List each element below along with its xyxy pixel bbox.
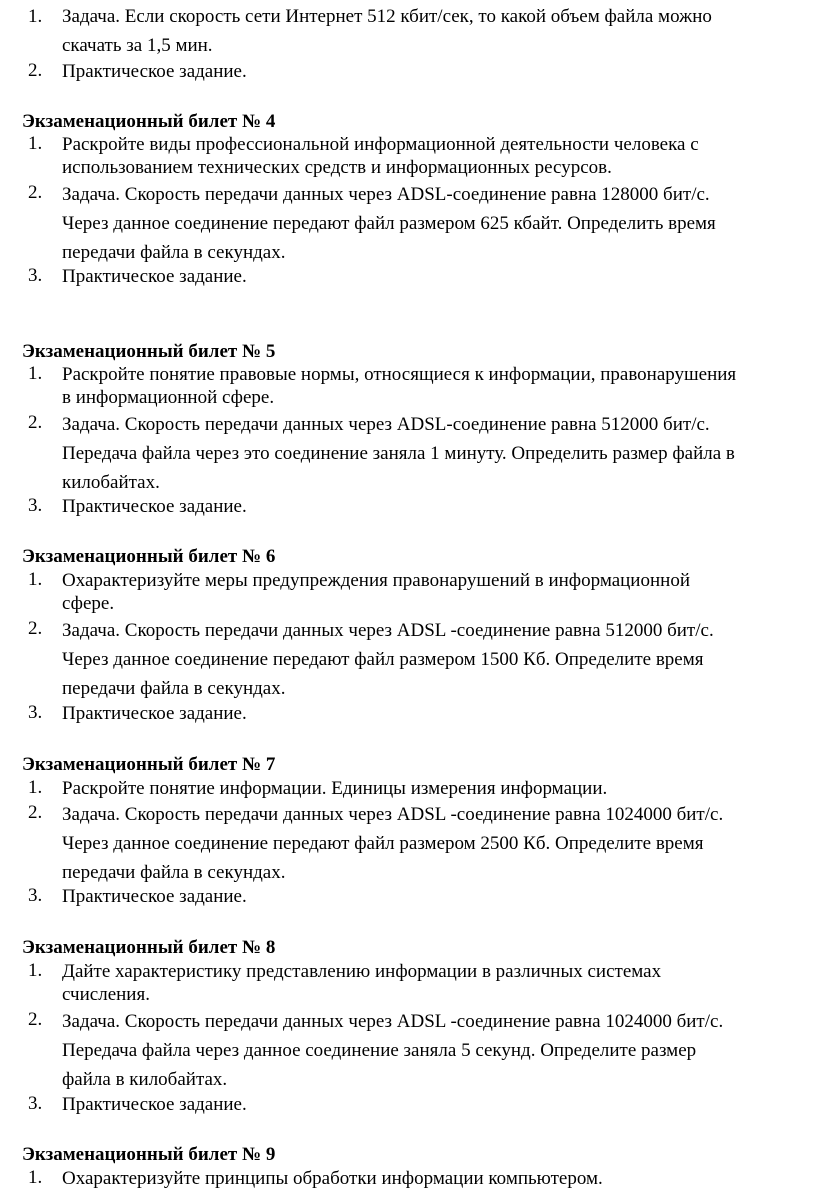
item-number: 1. bbox=[28, 569, 43, 590]
item-text: Задача. Скорость передачи данных через ADSL-соединение равна 512000 бит/с. Передача файла через это соединение заняла 1 минуту. Определить размер файла в килобайтах. bbox=[62, 414, 735, 493]
item-number: 2. bbox=[28, 1009, 43, 1030]
item-text: Задача. Скорость передачи данных через ADSL -соединение равна 1024000 бит/с. Через данное соединение передают файл размером 2500 Кб. Определите время передачи файла в секундах. bbox=[62, 804, 724, 883]
item-text: Раскройте понятие информации. Единицы измерения информации. bbox=[62, 778, 608, 799]
item-text: Задача. Скорость передачи данных через ADSL -соединение равна 1024000 бит/с. Передача файла через данное соединение заняла 5 секунд. Определите размер файла в килобайтах. bbox=[62, 1011, 724, 1090]
ticket-title: Экзаменационный билет № 6 bbox=[22, 546, 276, 567]
ticket-title: Экзаменационный билет № 8 bbox=[22, 937, 276, 958]
item-number: 2. bbox=[28, 60, 43, 81]
item-number: 3. bbox=[28, 885, 43, 906]
ticket-title: Экзаменационный билет № 4 bbox=[22, 111, 276, 132]
item-text: Практическое задание. bbox=[62, 61, 247, 82]
item-text: Раскройте виды профессиональной информационной деятельности человека с использованием технических средств и информационных ресурсов. bbox=[62, 134, 699, 178]
item-number: 2. bbox=[28, 412, 43, 433]
item-number: 1. bbox=[28, 6, 43, 27]
item-text: Задача. Скорость передачи данных через ADSL -соединение равна 512000 бит/с. Через данное соединение передают файл размером 1500 Кб. Определите время передачи файла в секундах. bbox=[62, 620, 714, 699]
item-number: 3. bbox=[28, 265, 43, 286]
item-text: Раскройте понятие правовые нормы, относящиеся к информации, правонарушения в информационной сфере. bbox=[62, 364, 737, 408]
ticket-title: Экзаменационный билет № 5 bbox=[22, 341, 276, 362]
item-number: 3. bbox=[28, 1093, 43, 1114]
item-text: Практическое задание. bbox=[62, 703, 247, 724]
ticket-title: Экзаменационный билет № 9 bbox=[22, 1144, 276, 1165]
item-text: Охарактеризуйте меры предупреждения правонарушений в информационной сфере. bbox=[62, 570, 690, 614]
item-text: Дайте характеристику представлению информации в различных системах счисления. bbox=[62, 961, 662, 1005]
item-number: 3. bbox=[28, 495, 43, 516]
item-number: 2. bbox=[28, 802, 43, 823]
item-text: Задача. Скорость передачи данных через ADSL-соединение равна 128000 бит/с. Через данное соединение передают файл размером 625 кбайт. Определить время передачи файла в секундах. bbox=[62, 184, 716, 263]
item-number: 1. bbox=[28, 363, 43, 384]
ticket-title: Экзаменационный билет № 7 bbox=[22, 754, 276, 775]
item-number: 1. bbox=[28, 133, 43, 154]
item-text: Практическое задание. bbox=[62, 496, 247, 517]
item-number: 2. bbox=[28, 182, 43, 203]
item-number: 3. bbox=[28, 702, 43, 723]
item-number: 2. bbox=[28, 618, 43, 639]
item-number: 1. bbox=[28, 960, 43, 981]
item-number: 1. bbox=[28, 777, 43, 798]
item-text: Практическое задание. bbox=[62, 1094, 247, 1115]
item-text: Задача. Если скорость сети Интернет 512 кбит/сек, то какой объем файла можно скачать за 1,5 мин. bbox=[62, 6, 712, 56]
item-text: Охарактеризуйте принципы обработки информации компьютером. bbox=[62, 1168, 603, 1189]
item-text: Практическое задание. bbox=[62, 886, 247, 907]
item-number: 1. bbox=[28, 1167, 43, 1188]
item-text: Практическое задание. bbox=[62, 266, 247, 287]
